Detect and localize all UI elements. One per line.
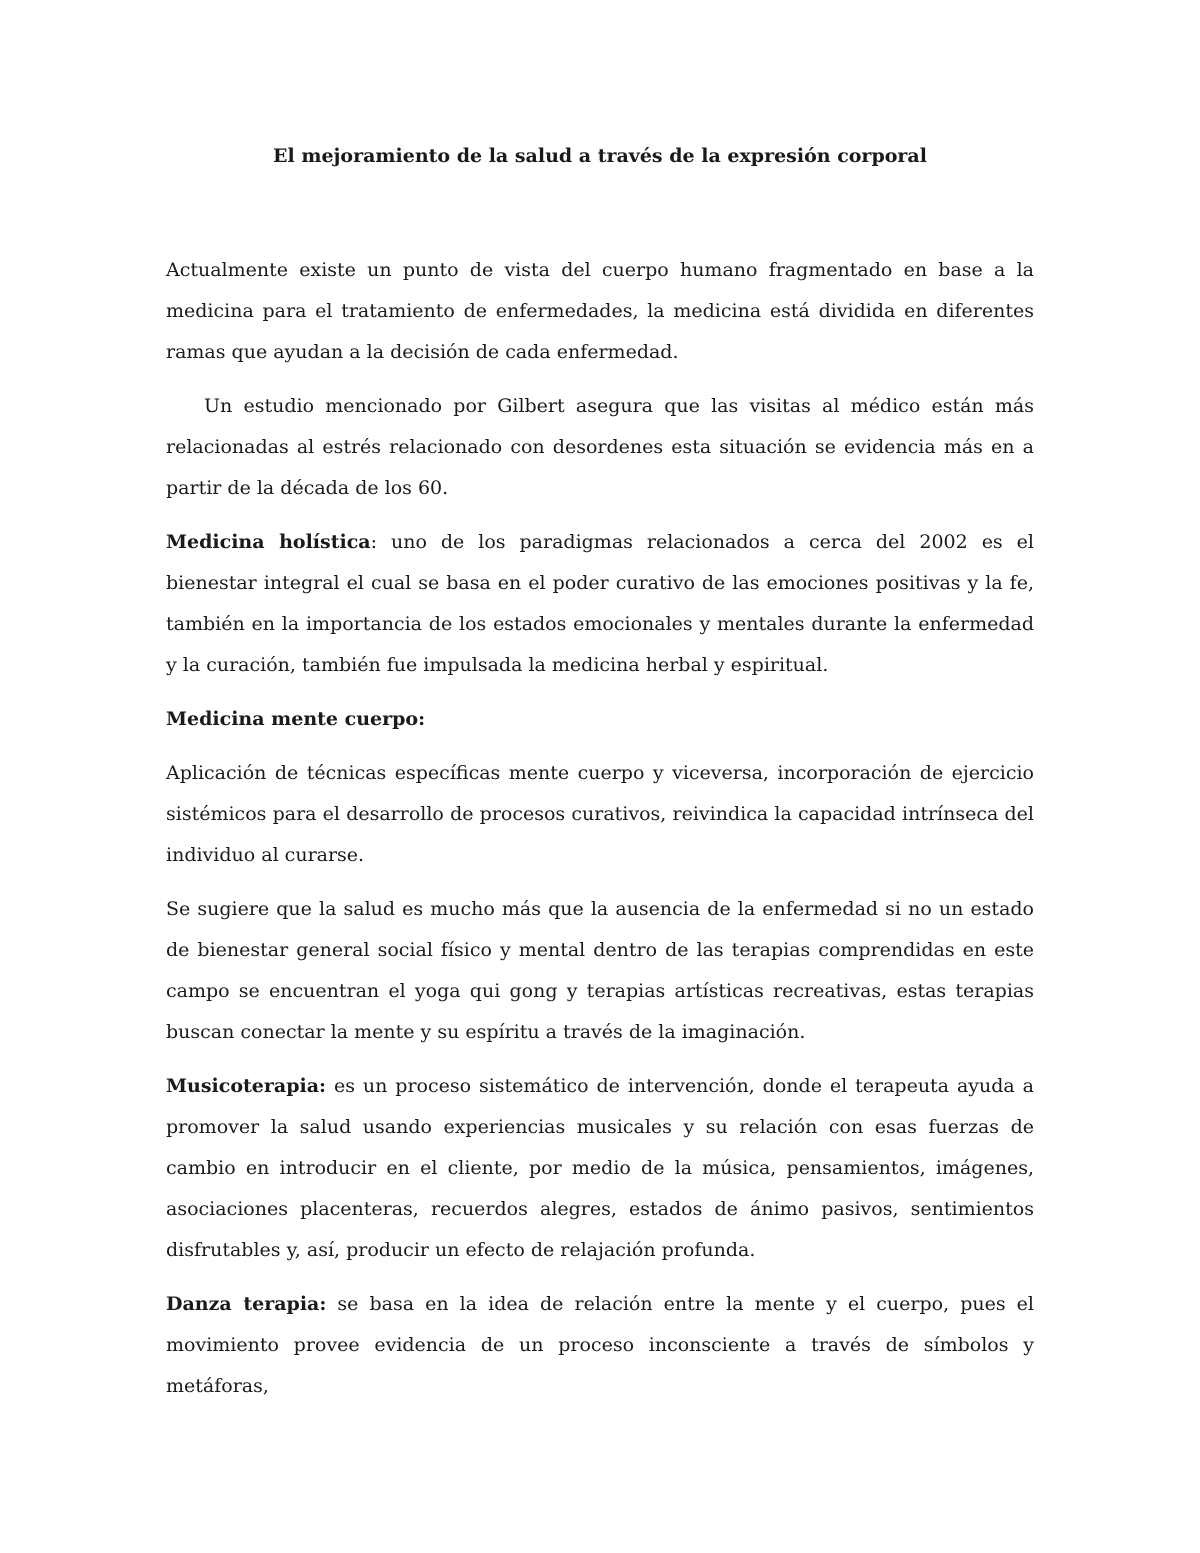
term-medicina-mente-cuerpo: Medicina mente cuerpo: [166, 708, 426, 730]
paragraph-danza-terapia [166, 1284, 1034, 1407]
paragraph-musicoterapia [166, 1066, 1034, 1271]
term-medicina-holistica: Medicina holística [166, 531, 371, 553]
term-danza-terapia: Danza terapia: [166, 1293, 327, 1315]
text-danza-terapia: se basa en la idea de relación entre la mente y el cuerpo, pues el movimiento provee evidencia de un proceso inconsciente a través de símbolos y metáforas, [166, 1293, 1034, 1397]
text-musicoterapia: es un proceso sistemático de intervención, donde el terapeuta ayuda a promover la salud usando experiencias musicales y su relación con esas fuerzas de cambio en introducir en el cliente, por medio de la música, pensamientos, imágenes, asociaciones placenteras, recuerdos alegres, estados de ánimo pasivos, sentimientos disfrutables y, así, producir un efecto de relajación profunda. [166, 1075, 1034, 1261]
document-title: El mejoramiento de la salud a través de la expresión corporal [273, 145, 927, 167]
paragraph-intro: Actualmente existe un punto de vista del cuerpo humano fragmentado en base a la medicina para el tratamiento de enfermedades, la medicina está dividida en diferentes ramas que ayudan a la decisión de cada enfermedad. [166, 259, 1034, 363]
document-page [166, 138, 1034, 1407]
paragraph-salud-bienestar: Se sugiere que la salud es mucho más que la ausencia de la enfermedad si no un estado de bienestar general social físico y mental dentro de las terapias comprendidas en este campo se encuentran el yoga qui gong y terapias artísticas recreativas, estas terapias buscan conectar la mente y su espíritu a través de la imaginación. [166, 898, 1034, 1043]
paragraph-gilbert-study: Un estudio mencionado por Gilbert asegura que las visitas al médico están más relacionadas al estrés relacionado con desordenes esta situación se evidencia más en a partir de la década de los 60. [166, 395, 1034, 499]
term-musicoterapia: Musicoterapia: [166, 1075, 327, 1097]
text-medicina-holistica: : uno de los paradigmas relacionados a cerca del 2002 es el bienestar integral el cual se basa en el poder curativo de las emociones positivas y la fe, también en la importancia de los estados emocionales y mentales durante la enfermedad y la curación, también fue impulsada la medicina herbal y espiritual. [166, 531, 1034, 676]
heading-medicina-mente-cuerpo [166, 699, 1034, 740]
paragraph-medicina-holistica [166, 522, 1034, 686]
paragraph-mente-cuerpo-techniques: Aplicación de técnicas específicas mente cuerpo y viceversa, incorporación de ejercicio sistémicos para el desarrollo de procesos curativos, reivindica la capacidad intrínseca del individuo al curarse. [166, 762, 1034, 866]
